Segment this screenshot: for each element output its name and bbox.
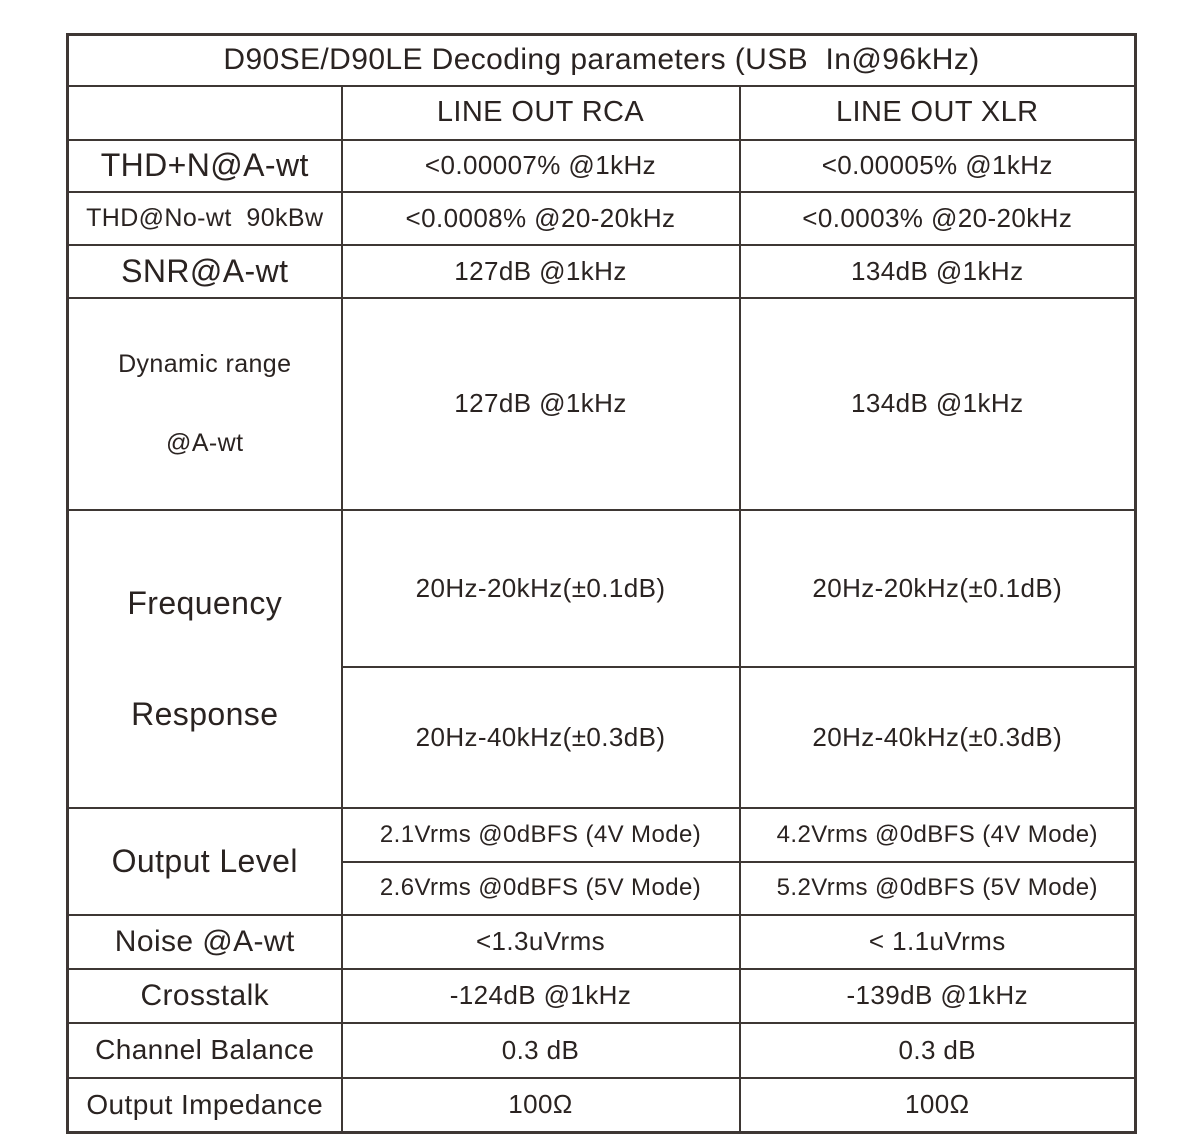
- header-empty-cell: [68, 86, 342, 140]
- value-frequency-response-1-rca: 20Hz-20kHz(±0.1dB): [342, 510, 740, 667]
- value-channel-balance-xlr: 0.3 dB: [740, 1023, 1136, 1078]
- value-noise-rca: <1.3uVrms: [342, 915, 740, 969]
- value-frequency-response-1-xlr: 20Hz-20kHz(±0.1dB): [740, 510, 1136, 667]
- value-noise-xlr: < 1.1uVrms: [740, 915, 1136, 969]
- table-row-header: [68, 86, 1136, 140]
- value-output-impedance-rca: 100Ω: [342, 1078, 740, 1133]
- header-line-out-rca: LINE OUT RCA: [342, 86, 740, 140]
- table-row-thd-n: [68, 140, 1136, 192]
- table-row-dynamic-range: [68, 298, 1136, 510]
- table-row-title: [68, 35, 1136, 86]
- value-crosstalk-rca: -124dB @1kHz: [342, 969, 740, 1023]
- table-row-noise: [68, 915, 1136, 969]
- value-output-level-2-xlr: 5.2Vrms @0dBFS (5V Mode): [740, 862, 1136, 915]
- row-label-channel-balance: Channel Balance: [68, 1023, 342, 1078]
- table-row-snr: [68, 245, 1136, 298]
- row-label-crosstalk: Crosstalk: [68, 969, 342, 1023]
- value-frequency-response-2-rca: 20Hz-40kHz(±0.3dB): [342, 667, 740, 808]
- value-dynamic-range-xlr: 134dB @1kHz: [740, 298, 1136, 510]
- value-thd-n-xlr: <0.00005% @1kHz: [740, 140, 1136, 192]
- value-snr-xlr: 134dB @1kHz: [740, 245, 1136, 298]
- table-row-frequency-response-1: [68, 510, 1136, 667]
- value-output-level-1-rca: 2.1Vrms @0dBFS (4V Mode): [342, 808, 740, 862]
- value-output-impedance-xlr: 100Ω: [740, 1078, 1136, 1133]
- row-label-output-impedance: Output Impedance: [68, 1078, 342, 1133]
- table-row-output-impedance: [68, 1078, 1136, 1133]
- frequency-response-line2: Response: [131, 695, 279, 732]
- table-row-channel-balance: [68, 1023, 1136, 1078]
- row-label-output-level: Output Level: [68, 808, 342, 915]
- table-row-thd-no-wt: [68, 192, 1136, 245]
- value-output-level-1-xlr: 4.2Vrms @0dBFS (4V Mode): [740, 808, 1136, 862]
- value-snr-rca: 127dB @1kHz: [342, 245, 740, 298]
- table-row-crosstalk: [68, 969, 1136, 1023]
- row-label-dynamic-range: [68, 298, 342, 510]
- value-thd-n-rca: <0.00007% @1kHz: [342, 140, 740, 192]
- value-thd-no-wt-rca: <0.0008% @20-20kHz: [342, 192, 740, 245]
- value-crosstalk-xlr: -139dB @1kHz: [740, 969, 1136, 1023]
- row-label-frequency-response: [68, 510, 342, 808]
- frequency-response-line1: Frequency: [127, 584, 283, 621]
- decoding-parameters-table: [66, 33, 1137, 1134]
- table-row-output-level-1: [68, 808, 1136, 862]
- value-output-level-2-rca: 2.6Vrms @0dBFS (5V Mode): [342, 862, 740, 915]
- header-line-out-xlr: LINE OUT XLR: [740, 86, 1136, 140]
- value-frequency-response-2-xlr: 20Hz-40kHz(±0.3dB): [740, 667, 1136, 808]
- row-label-noise: Noise @A-wt: [68, 915, 342, 969]
- table-title: D90SE/D90LE Decoding parameters (USB In@96kHz): [68, 35, 1136, 86]
- row-label-thd-n: THD+N@A-wt: [68, 140, 342, 192]
- value-dynamic-range-rca: 127dB @1kHz: [342, 298, 740, 510]
- value-channel-balance-rca: 0.3 dB: [342, 1023, 740, 1078]
- dynamic-range-line2: @A-wt: [166, 428, 244, 457]
- dynamic-range-line1: Dynamic range: [118, 350, 292, 378]
- row-label-thd-no-wt: THD@No-wt 90kBw: [68, 192, 342, 245]
- value-thd-no-wt-xlr: <0.0003% @20-20kHz: [740, 192, 1136, 245]
- row-label-snr: SNR@A-wt: [68, 245, 342, 298]
